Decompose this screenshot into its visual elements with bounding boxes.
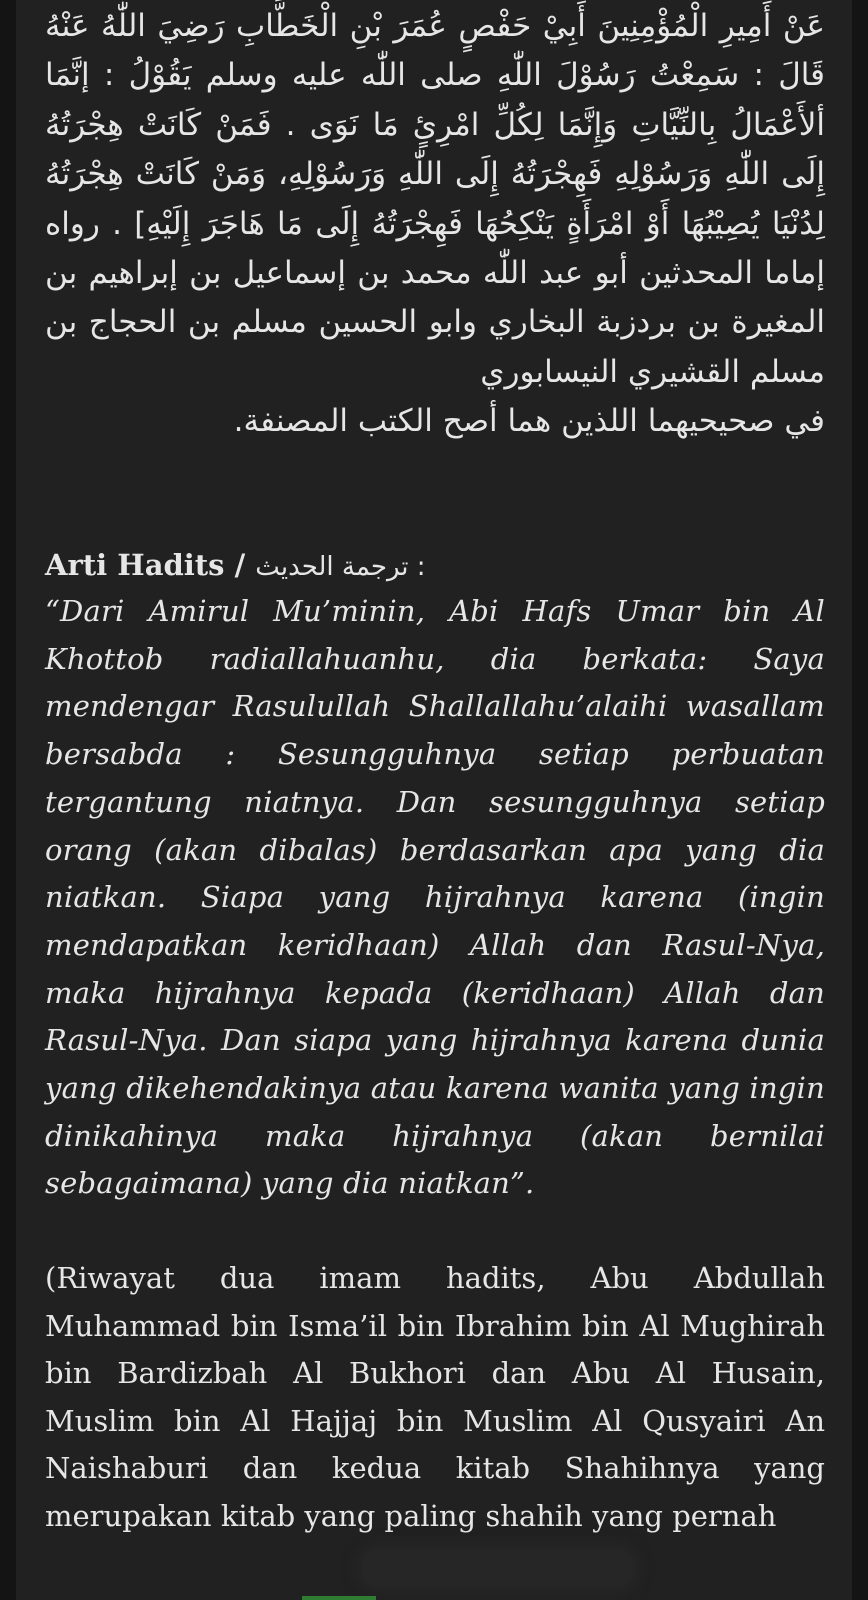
hadith-narration: (Riwayat dua imam hadits, Abu Abdullah Muhammad bin Isma’il bin Ibrahim bin Al Mughirah bin Bardizbah Al Bukhori dan Abu Al Husain, Muslim bin Al Hajjaj bin Muslim Al Qusyairi An Naishaburi dan kedua kitab Shahihnya yang merupakan kitab yang paling shahih yang pernah	[45, 1261, 825, 1533]
translation-heading-label: Arti Hadits /	[45, 548, 246, 582]
overlay-blur	[362, 1548, 634, 1588]
hadith-translation: “Dari Amirul Mu’minin, Abi Hafs Umar bin Al Khottob radiallahuanhu, dia berkata: Saya mendengar Rasulullah Shallallahu’alaihi wasallam bersabda : Sesungguhnya setiap perbuatan tergantung niatnya. Dan sesungguhnya setiap orang (akan dibalas) berdasarkan apa yang dia niatkan. Siapa yang hijrahnya karena (ingin mendapatkan keridhaan) Allah dan Rasul-Nya, maka hijrahnya kepada (keridhaan) Allah dan Rasul-Nya. Dan siapa yang hijrahnya karena dunia yang dikehendakinya atau karena wanita yang ingin dinikahinya maka hijrahnya (akan bernilai sebagaimana) yang dia niatkan”.	[45, 594, 825, 1201]
left-margin	[0, 0, 16, 1600]
arabic-hadith-body: عَنْ أَمِيرِ الْمُؤْمِنِينَ أَبِيْ حَفْصٍ عُمَرَ بْنِ الْخَطَّابِ رَضِيَ اللّٰهُ عَنْهُ قَالَ : سَمِعْتُ رَسُوْلَ اللّٰهِ صلى اللّٰه عليه وسلم يَقُوْلُ : إنَّمَا ألأَعْمَالُ بِالنِّيَّاتِ وَإِنَّمَا لِكُلِّ امْرِئٍ مَا نَوَى . فَمَنْ كَانَتْ هِجْرَتُهُ إِلَى اللّٰهِ وَرَسُوْلِهِ فَهِجْرَتُهُ إِلَى اللّٰهِ وَرَسُوْلِهِ، وَمَنْ كَانَتْ هِجْرَتُهُ لِدُنْيَا يُصِيْبُهَا أَوْ امْرَأَةٍ يَنْكِحُهَا فَهِجْرَتُهُ إِلَى مَا هَاجَرَ إِلَيْهِ] . رواه إماما المحدثين أبو عبد اللّٰه محمد بن إسماعيل بن إبراهيم بن المغيرة بن بردزبة البخاري وابو الحسين مسلم بن الحجاج بن مسلم القشيري النيسابوري	[45, 8, 825, 390]
translation-heading	[45, 545, 825, 587]
arabic-hadith-closing: في صحيحيهما اللذين هما أصح الكتب المصنفة.	[233, 403, 825, 440]
arabic-hadith-text	[45, 2, 825, 447]
accent-indicator	[302, 1596, 376, 1600]
translation-heading-arabic: ترجمة الحديث :	[255, 552, 426, 582]
right-margin	[852, 0, 868, 1600]
